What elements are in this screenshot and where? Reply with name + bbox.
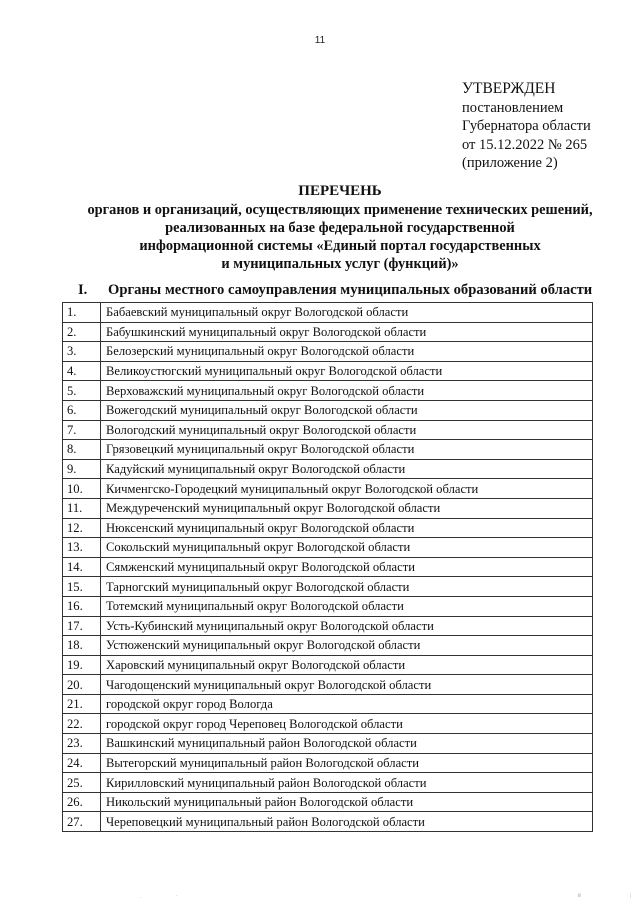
table-row	[63, 577, 593, 597]
approval-line-approved: УТВЕРЖДЕН	[462, 80, 556, 97]
row-number: 10.	[63, 479, 101, 499]
table-row	[63, 479, 593, 499]
organization-name: городской округ город Вологда	[101, 694, 593, 714]
table-row	[63, 694, 593, 714]
row-number: 12.	[63, 518, 101, 538]
organization-name: Белозерский муниципальный округ Вологодской области	[101, 342, 593, 362]
table-row	[63, 459, 593, 479]
table-row	[63, 655, 593, 675]
table-row	[63, 498, 593, 518]
table-row	[63, 361, 593, 381]
organization-name: Междуреченский муниципальный округ Вологодской области	[101, 498, 593, 518]
table-row	[63, 440, 593, 460]
row-number: 22.	[63, 714, 101, 734]
table-row	[63, 518, 593, 538]
table-row	[63, 420, 593, 440]
organization-name: Верховажский муниципальный округ Вологодской области	[101, 381, 593, 401]
scan-artifact: |	[630, 894, 632, 899]
organization-name: Кирилловский муниципальный район Вологодской области	[101, 773, 593, 793]
organization-name: Череповецкий муниципальный район Вологодской области	[101, 812, 593, 832]
row-number: 1.	[63, 303, 101, 323]
organization-name: Сямженский муниципальный округ Вологодской области	[101, 557, 593, 577]
row-number: 13.	[63, 538, 101, 558]
row-number: 6.	[63, 400, 101, 420]
title-line-1: органов и организаций, осуществляющих применение технических решений,	[87, 202, 593, 218]
scan-artifact: ·	[176, 894, 178, 899]
row-number: 21.	[63, 694, 101, 714]
organization-name: Кадуйский муниципальный округ Вологодской области	[101, 459, 593, 479]
row-number: 19.	[63, 655, 101, 675]
row-number: 9.	[63, 459, 101, 479]
table-row	[63, 538, 593, 558]
approval-line-resolution: постановлением	[462, 99, 564, 116]
table-row	[63, 400, 593, 420]
organization-name: Вашкинский муниципальный район Вологодской области	[101, 734, 593, 754]
row-number: 4.	[63, 361, 101, 381]
document-title	[0, 182, 640, 273]
table-row	[63, 322, 593, 342]
organization-name: Бабаевский муниципальный округ Вологодской области	[101, 303, 593, 323]
organization-name: Усть-Кубинский муниципальный округ Вологодской области	[101, 616, 593, 636]
row-number: 8.	[63, 440, 101, 460]
organization-name: Харовский муниципальный округ Вологодской области	[101, 655, 593, 675]
organization-name: Никольский муниципальный район Вологодской области	[101, 792, 593, 812]
row-number: 26.	[63, 792, 101, 812]
section-number: I.	[78, 282, 88, 298]
organization-name: Чагодощенский муниципальный округ Вологодской области	[101, 675, 593, 695]
row-number: 7.	[63, 420, 101, 440]
organization-name: Устюженский муниципальный округ Вологодской области	[101, 636, 593, 656]
organization-name: Грязовецкий муниципальный округ Вологодской области	[101, 440, 593, 460]
row-number: 3.	[63, 342, 101, 362]
page-number: 11	[314, 35, 326, 46]
table-row	[63, 675, 593, 695]
table-row	[63, 792, 593, 812]
table-row	[63, 303, 593, 323]
row-number: 5.	[63, 381, 101, 401]
table-row	[63, 381, 593, 401]
row-number: 11.	[63, 498, 101, 518]
organization-name: городской округ город Череповец Вологодской области	[101, 714, 593, 734]
approval-stamp	[462, 80, 591, 173]
organization-name: Тотемский муниципальный округ Вологодской области	[101, 596, 593, 616]
row-number: 17.	[63, 616, 101, 636]
title-heading: ПЕРЕЧЕНЬ	[298, 183, 382, 199]
title-line-4: и муниципальных услуг (функций)»	[221, 256, 459, 272]
row-number: 20.	[63, 675, 101, 695]
row-number: 16.	[63, 596, 101, 616]
table-row	[63, 734, 593, 754]
title-line-2: реализованных на базе федеральной государственной	[165, 220, 515, 236]
section-heading	[78, 282, 592, 299]
organization-name: Тарногский муниципальный округ Вологодской области	[101, 577, 593, 597]
organization-name: Вожегодский муниципальный округ Вологодской области	[101, 400, 593, 420]
row-number: 23.	[63, 734, 101, 754]
title-line-3: информационной системы «Единый портал государственных	[139, 238, 541, 254]
table-row	[63, 636, 593, 656]
table-row	[63, 714, 593, 734]
scan-artifact: ·	[140, 896, 142, 901]
organization-name: Бабушкинский муниципальный округ Вологодской области	[101, 322, 593, 342]
approval-line-appendix: (приложение 2)	[462, 155, 558, 171]
row-number: 2.	[63, 322, 101, 342]
table-row	[63, 812, 593, 832]
approval-line-date-number: от 15.12.2022 № 265	[462, 136, 588, 153]
table-row	[63, 753, 593, 773]
table-row	[63, 773, 593, 793]
row-number: 25.	[63, 773, 101, 793]
row-number: 24.	[63, 753, 101, 773]
organization-name: Вытегорский муниципальный район Вологодской области	[101, 753, 593, 773]
scan-artifact: ‖‖	[578, 894, 581, 899]
organization-name: Нюксенский муниципальный округ Вологодской области	[101, 518, 593, 538]
table-row	[63, 596, 593, 616]
organizations-table	[62, 302, 593, 832]
table-row	[63, 616, 593, 636]
organization-name: Сокольский муниципальный округ Вологодской области	[101, 538, 593, 558]
row-number: 15.	[63, 577, 101, 597]
section-title: Органы местного самоуправления муниципальных образований области	[108, 282, 593, 298]
row-number: 27.	[63, 812, 101, 832]
approval-line-governor: Губернатора области	[462, 118, 591, 134]
organization-name: Кичменгско-Городецкий муниципальный округ Вологодской области	[101, 479, 593, 499]
organization-name: Вологодский муниципальный округ Вологодской области	[101, 420, 593, 440]
organization-name: Великоустюгский муниципальный округ Вологодской области	[101, 361, 593, 381]
table-row	[63, 342, 593, 362]
table-row	[63, 557, 593, 577]
row-number: 18.	[63, 636, 101, 656]
row-number: 14.	[63, 557, 101, 577]
